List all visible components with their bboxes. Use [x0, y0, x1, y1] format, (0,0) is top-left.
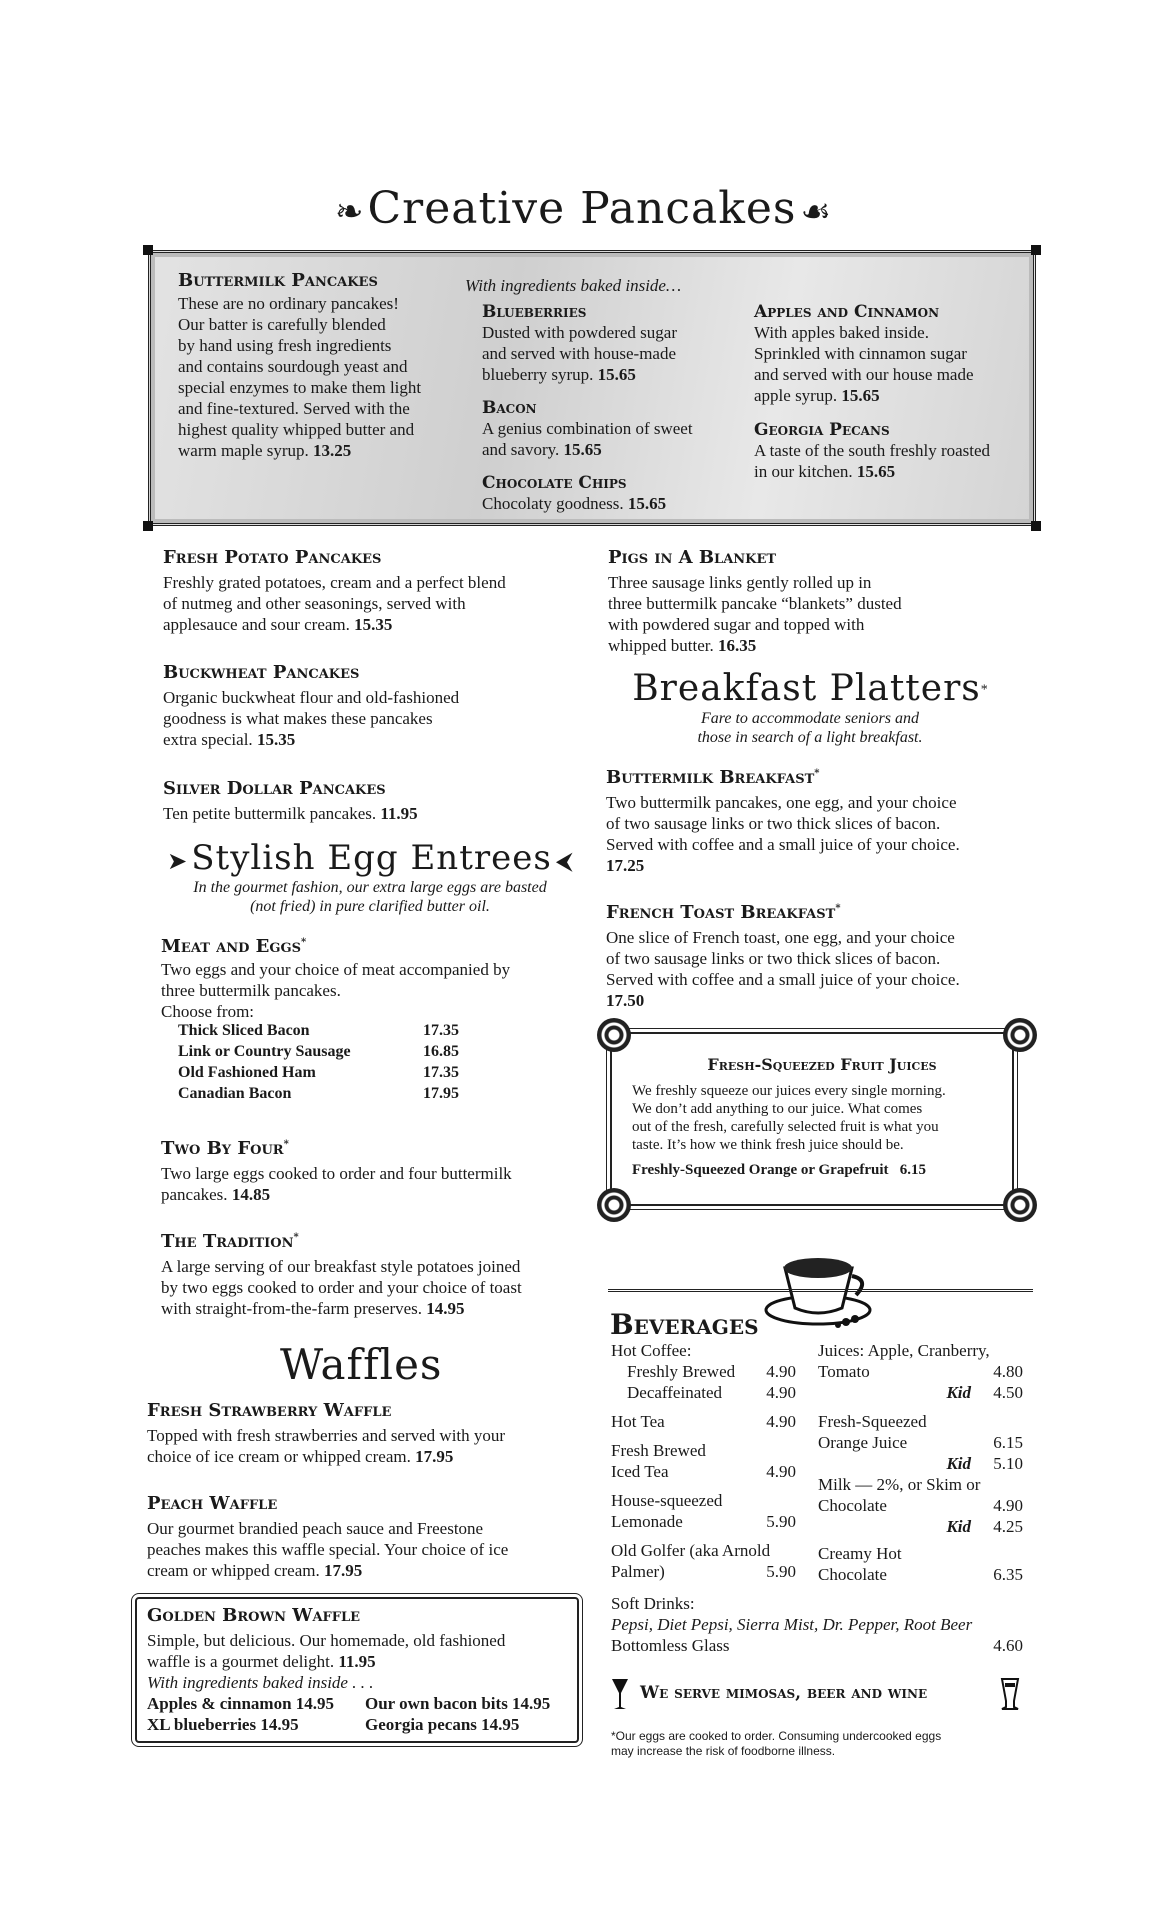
fresh-squeezed-juices: Fresh-Squeezed Fruit Juices We freshly squeeze our juices every single morning. We don’t add anything to our juice. What comes out of the fresh, carefully selected fruit is what you taste. It’s how we think fresh juice should be. Freshly-Squeezed Orange or Grapefruit 6.15: [632, 1055, 946, 1178]
item-desc: These are no ordinary pancakes! Our batter is carefully blended by hand using fresh ingredients and contains sourdough yeast and special enzymes to make them light and fine-textured. Served with the highest quality whipped butter and warm maple syrup. 13.25: [178, 294, 422, 460]
the-tradition: The Tradition* A large serving of our breakfast style potatoes joined by two eggs cooked to order and your choice of toast with straight-from-the-farm preserves. 14.95: [161, 1231, 522, 1318]
waffles-title: Waffles: [280, 1340, 443, 1389]
peach-waffle: Peach Waffle Our gourmet brandied peach sauce and Freestone peaches makes this waffle special. Your choice of ice cream or whipped cream. 17.95: [147, 1493, 509, 1580]
list-item: Old Golfer (aka Arnold Palmer) 5.90: [611, 1541, 796, 1581]
list-item: Old Fashioned Ham 17.35: [178, 1064, 459, 1081]
soft-drinks: Soft Drinks: Pepsi, Diet Pepsi, Sierra Mist, Dr. Pepper, Root Beer Bottomless Glass 4.60: [611, 1594, 1023, 1655]
golden-brown-waffle: Golden Brown Waffle Simple, but delicious. Our homemade, old fashioned waffle is a gourmet delight. 11.95 With ingredients baked inside . . . Apples & cinnamon 14.95 Our own bacon bits 14.95 XL blueberries 14.95 Georgia pecans 14.95: [147, 1605, 551, 1734]
list-item: Milk — 2%, or Skim or Chocolate 4.90 Kid 4.25: [818, 1475, 1023, 1536]
coffee-cup-icon: [760, 1240, 880, 1330]
item-title: Buttermilk Pancakes: [178, 270, 378, 291]
list-item: Creamy Hot Chocolate 6.35: [818, 1544, 1023, 1584]
footnote: *Our eggs are cooked to order. Consuming undercooked eggs may increase the risk of foodborne illness.: [611, 1729, 942, 1758]
list-item: Canadian Bacon 17.95: [178, 1085, 459, 1102]
meat-and-eggs: Meat and Eggs* Two eggs and your choice of meat accompanied by three buttermilk pancakes. Choose from: Thick Sliced Bacon 17.35 Link or Country Sausage 16.85 Old Fashioned Ham 17.35 Canadian Bacon 17.95: [161, 936, 601, 1106]
fresh-potato-pancakes: Fresh Potato Pancakes Freshly grated potatoes, cream and a perfect blend of nutmeg and other seasonings, served with applesauce and sour cream. 15.35: [163, 547, 506, 634]
wheel-ornament-icon: [597, 1018, 631, 1052]
corner-ornament-icon: [143, 521, 153, 531]
bacon: Bacon A genius combination of sweet and savory. 15.65: [482, 398, 693, 459]
buckwheat-pancakes: Buckwheat Pancakes Organic buckwheat flour and old-fashioned goodness is what makes these pancakes extra special. 15.35: [163, 662, 460, 749]
french-toast-breakfast: French Toast Breakfast* One slice of French toast, one egg, and your choice of two sausage links or two thick slices of bacon. Served with coffee and a small juice of your choice. 17.50: [606, 902, 960, 1010]
buttermilk-pancakes: [178, 270, 478, 461]
list-item: Hot Tea 4.90: [611, 1412, 796, 1431]
breakfast-platters-title: Breakfast Platters: [632, 668, 981, 709]
corner-ornament-icon: [1031, 245, 1041, 255]
wheel-ornament-icon: [1003, 1188, 1037, 1222]
blueberries: Blueberries Dusted with powdered sugar and served with house-made blueberry syrup. 15.65: [482, 302, 677, 384]
list-item: Decaffeinated 4.90: [627, 1383, 796, 1402]
list-item: Fresh-Squeezed Orange Juice 6.15 Kid 5.10: [818, 1412, 1023, 1473]
baked-inside-note: With ingredients baked inside…: [465, 276, 682, 295]
wheel-ornament-icon: [1003, 1018, 1037, 1052]
list-item: Juices: Apple, Cranberry, Tomato 4.80 Kid 4.50: [818, 1341, 1023, 1402]
buttermilk-breakfast: Buttermilk Breakfast* Two buttermilk pancakes, one egg, and your choice of two sausage links or two thick slices of bacon. Served with coffee and a small juice of your choice. 17.25: [606, 767, 960, 875]
silver-dollar-pancakes: Silver Dollar Pancakes Ten petite buttermilk pancakes. 11.95: [163, 778, 418, 823]
corner-ornament-icon: [143, 245, 153, 255]
beverages-rule: [608, 1289, 1033, 1292]
page-title: Creative Pancakes: [367, 183, 797, 234]
beverages-title: Beverages: [610, 1308, 759, 1341]
fresh-strawberry-waffle: Fresh Strawberry Waffle Topped with fresh strawberries and served with your choice of ice cream or whipped cream. 17.95: [147, 1400, 506, 1466]
item-price: 13.25: [313, 441, 352, 460]
list-item: Hot Coffee:: [611, 1341, 692, 1360]
pigs-in-a-blanket: Pigs in A Blanket Three sausage links gently rolled up in three buttermilk pancake “blankets” dusted with powdered sugar and topped with whipped butter. 16.35: [608, 547, 902, 655]
two-by-four: Two By Four* Two large eggs cooked to order and four buttermilk pancakes. 14.85: [161, 1138, 512, 1204]
wheel-ornament-icon: [597, 1188, 631, 1222]
mimosas-note: We serve mimosas, beer and wine: [640, 1683, 928, 1703]
list-item: Link or Country Sausage 16.85: [178, 1043, 459, 1060]
georgia-pecans: Georgia Pecans A taste of the south freshly roasted in our kitchen. 15.65: [754, 420, 991, 481]
list-item: House-squeezed Lemonade 5.90: [611, 1491, 796, 1531]
arrow-right-icon: ➤: [167, 849, 188, 875]
apples-and-cinnamon: Apples and Cinnamon With apples baked inside. Sprinkled with cinnamon sugar and served with our house made apple syrup. 15.65: [754, 302, 974, 405]
beer-glass-icon: [1000, 1677, 1020, 1711]
list-item: Fresh Brewed Iced Tea 4.90: [611, 1441, 796, 1481]
egg-entrees-title: Stylish Egg Entrees: [191, 838, 552, 878]
meat-options: [178, 1022, 459, 1106]
page-header: [0, 183, 1166, 234]
cocktail-glass-icon: [610, 1677, 630, 1711]
list-item: Thick Sliced Bacon 17.35: [178, 1022, 459, 1039]
beverages-right: [818, 1340, 1023, 1585]
right-ornament-icon: ☙: [800, 192, 831, 232]
corner-ornament-icon: [1031, 521, 1041, 531]
breakfast-platters-header: Breakfast Platters* Fare to accommodate seniors and those in search of a light breakfast.: [632, 668, 988, 746]
list-item: Freshly Brewed 4.90: [627, 1362, 796, 1381]
left-ornament-icon: ❧: [335, 192, 364, 232]
arrow-left-icon: ⮜: [555, 849, 573, 875]
chocolate-chips: Chocolate Chips Chocolaty goodness. 15.65: [482, 473, 667, 513]
beverages-left: [611, 1340, 796, 1582]
egg-entrees-header: ➤ Stylish Egg Entrees ⮜ In the gourmet fashion, our extra large eggs are basted (not fried) in pure clarified butter oil.: [167, 838, 573, 915]
